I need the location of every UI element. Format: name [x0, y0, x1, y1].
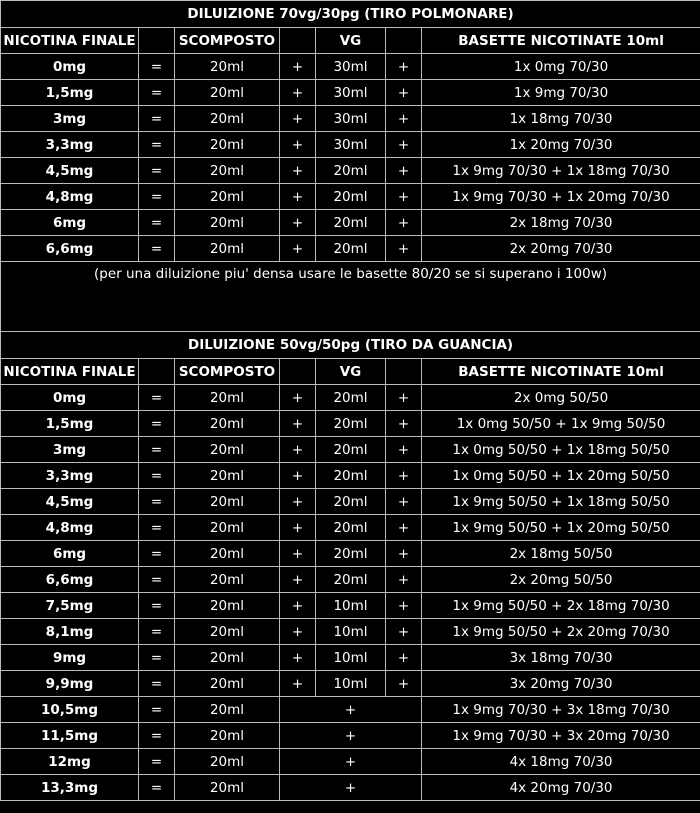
table-cell: 20ml [175, 593, 280, 619]
nicotine-cell: 4,5mg [1, 158, 139, 184]
table-cell: 30ml [316, 54, 386, 80]
note-row [1, 262, 700, 287]
table-cell: 20ml [175, 723, 280, 749]
table-cell: 20ml [175, 184, 280, 210]
table-cell: 30ml [316, 132, 386, 158]
table-cell: = [139, 385, 175, 411]
table-cell: = [139, 567, 175, 593]
table-cell: 2x 20mg 70/30 [422, 236, 700, 262]
nicotine-cell: 9mg [1, 645, 139, 671]
nicotine-cell: 9,9mg [1, 671, 139, 697]
table-cell: = [139, 158, 175, 184]
nicotine-cell: 6mg [1, 541, 139, 567]
table-cell: 1x 9mg 70/30 [422, 80, 700, 106]
table-cell: 1x 20mg 70/30 [422, 132, 700, 158]
table-cell: 20ml [175, 749, 280, 775]
table-cell: + [386, 385, 422, 411]
table-cell: = [139, 749, 175, 775]
table-cell: + [280, 411, 316, 437]
table-row [1, 106, 700, 132]
table-cell: 1x 9mg 50/50 + 1x 20mg 50/50 [422, 515, 700, 541]
nicotine-cell: 1,5mg [1, 80, 139, 106]
nicotine-cell: 10,5mg [1, 697, 139, 723]
table-row [1, 411, 700, 437]
table-row [1, 567, 700, 593]
header-cell: NICOTINA FINALE [1, 28, 139, 54]
table-cell: + [386, 80, 422, 106]
note-text: (per una diluizione piu' densa usare le basette 80/20 se si superano i 100w) [1, 262, 700, 287]
table-cell: 2x 18mg 70/30 [422, 210, 700, 236]
table-cell: = [139, 132, 175, 158]
table-row [1, 697, 700, 723]
header-cell: VG [316, 28, 386, 54]
table-cell: 20ml [175, 411, 280, 437]
table-cell: 4x 20mg 70/30 [422, 775, 700, 801]
table-cell: = [139, 54, 175, 80]
table-cell: + [280, 749, 422, 775]
table-cell: + [386, 106, 422, 132]
table-cell: 3x 18mg 70/30 [422, 645, 700, 671]
header-cell [386, 359, 422, 385]
table-cell: 20ml [175, 567, 280, 593]
header-cell: SCOMPOSTO [175, 28, 280, 54]
table2-title: DILUIZIONE 50vg/50pg (TIRO DA GUANCIA) [1, 332, 700, 359]
table-cell: 10ml [316, 645, 386, 671]
table-cell: + [386, 437, 422, 463]
table-cell: 20ml [175, 671, 280, 697]
table-cell: 20ml [175, 210, 280, 236]
table-row [1, 723, 700, 749]
table-cell: + [280, 106, 316, 132]
nicotine-cell: 7,5mg [1, 593, 139, 619]
table-cell: 1x 9mg 70/30 + 1x 20mg 70/30 [422, 184, 700, 210]
table-cell: + [386, 567, 422, 593]
table-row [1, 463, 700, 489]
table-cell: + [280, 210, 316, 236]
header-cell [139, 359, 175, 385]
table-cell: = [139, 645, 175, 671]
table-cell: 10ml [316, 671, 386, 697]
table-cell: + [280, 463, 316, 489]
table-cell: 20ml [316, 184, 386, 210]
nicotine-cell: 3mg [1, 437, 139, 463]
nicotine-cell: 3,3mg [1, 132, 139, 158]
table-cell: 20ml [175, 515, 280, 541]
table-cell: 20ml [175, 697, 280, 723]
table-cell: 10ml [316, 619, 386, 645]
table-cell: 20ml [175, 437, 280, 463]
table-cell: 1x 18mg 70/30 [422, 106, 700, 132]
table-cell: 30ml [316, 106, 386, 132]
table-cell: + [386, 515, 422, 541]
header-cell [386, 28, 422, 54]
table-cell: 1x 9mg 70/30 + 3x 20mg 70/30 [422, 723, 700, 749]
table-cell: + [386, 236, 422, 262]
nicotine-cell: 6,6mg [1, 567, 139, 593]
table-row [1, 236, 700, 262]
header-cell [139, 28, 175, 54]
table-cell: 20ml [316, 236, 386, 262]
table-title-row [1, 332, 700, 359]
table-cell: = [139, 541, 175, 567]
table-cell: 20ml [316, 210, 386, 236]
table-title-row [1, 1, 700, 28]
nicotine-cell: 4,5mg [1, 489, 139, 515]
table-cell: 20ml [316, 437, 386, 463]
table-row [1, 489, 700, 515]
spacer-cell [1, 286, 700, 332]
nicotine-cell: 11,5mg [1, 723, 139, 749]
nicotine-cell: 1,5mg [1, 411, 139, 437]
table-cell: 1x 9mg 50/50 + 2x 20mg 70/30 [422, 619, 700, 645]
table-cell: + [386, 463, 422, 489]
table-cell: 2x 20mg 50/50 [422, 567, 700, 593]
table-cell: 20ml [316, 515, 386, 541]
table-cell: 20ml [175, 54, 280, 80]
table-cell: 2x 0mg 50/50 [422, 385, 700, 411]
header-row [1, 28, 700, 54]
header-cell [280, 359, 316, 385]
table-cell: + [386, 619, 422, 645]
table-cell: + [280, 775, 422, 801]
nicotine-cell: 4,8mg [1, 515, 139, 541]
table-cell: 20ml [175, 80, 280, 106]
table-cell: = [139, 236, 175, 262]
table-cell: + [280, 158, 316, 184]
table-cell: 2x 18mg 50/50 [422, 541, 700, 567]
table-cell: + [386, 671, 422, 697]
table-cell: + [280, 515, 316, 541]
table-cell: 1x 9mg 70/30 + 1x 18mg 70/30 [422, 158, 700, 184]
table-row [1, 749, 700, 775]
table-cell: 1x 9mg 50/50 + 2x 18mg 70/30 [422, 593, 700, 619]
table-cell: 20ml [175, 132, 280, 158]
table-cell: + [280, 236, 316, 262]
table-cell: = [139, 184, 175, 210]
table-cell: = [139, 619, 175, 645]
header-cell: SCOMPOSTO [175, 359, 280, 385]
table-cell: = [139, 593, 175, 619]
table-cell: + [386, 210, 422, 236]
table-cell: + [280, 541, 316, 567]
table-cell: 20ml [175, 775, 280, 801]
table-row [1, 210, 700, 236]
table-row [1, 132, 700, 158]
table-cell: 20ml [175, 645, 280, 671]
table-cell: 20ml [175, 106, 280, 132]
table-row [1, 775, 700, 801]
table1-title: DILUIZIONE 70vg/30pg (TIRO POLMONARE) [1, 1, 700, 28]
table-cell: + [280, 437, 316, 463]
nicotine-cell: 3mg [1, 106, 139, 132]
table-cell: + [386, 489, 422, 515]
table-cell: + [386, 158, 422, 184]
nicotine-cell: 3,3mg [1, 463, 139, 489]
table-cell: + [280, 385, 316, 411]
table-row [1, 593, 700, 619]
table-cell: 20ml [316, 463, 386, 489]
table-cell: 1x 9mg 70/30 + 3x 18mg 70/30 [422, 697, 700, 723]
table-cell: 20ml [175, 463, 280, 489]
header-cell [280, 28, 316, 54]
table-cell: = [139, 80, 175, 106]
table-cell: + [280, 184, 316, 210]
table-cell: 20ml [175, 158, 280, 184]
table-cell: = [139, 697, 175, 723]
nicotine-cell: 8,1mg [1, 619, 139, 645]
table-row [1, 437, 700, 463]
table-cell: = [139, 106, 175, 132]
table-cell: 20ml [316, 541, 386, 567]
nicotine-cell: 0mg [1, 54, 139, 80]
table-cell: = [139, 723, 175, 749]
table-cell: 1x 9mg 50/50 + 1x 18mg 50/50 [422, 489, 700, 515]
table-cell: + [280, 80, 316, 106]
table-cell: 4x 18mg 70/30 [422, 749, 700, 775]
table-cell: 1x 0mg 50/50 + 1x 9mg 50/50 [422, 411, 700, 437]
table-cell: 10ml [316, 593, 386, 619]
table-cell: = [139, 489, 175, 515]
table-cell: 20ml [316, 385, 386, 411]
table-cell: + [386, 645, 422, 671]
table-cell: = [139, 775, 175, 801]
table-row [1, 158, 700, 184]
table-cell: + [280, 619, 316, 645]
table-cell: 20ml [316, 567, 386, 593]
table-cell: = [139, 411, 175, 437]
header-row [1, 359, 700, 385]
nicotine-cell: 6mg [1, 210, 139, 236]
header-cell: NICOTINA FINALE [1, 359, 139, 385]
table-cell: + [386, 132, 422, 158]
table-row [1, 385, 700, 411]
table-cell: + [386, 541, 422, 567]
table-body [1, 1, 700, 801]
header-cell: VG [316, 359, 386, 385]
table-cell: + [386, 54, 422, 80]
nicotine-cell: 6,6mg [1, 236, 139, 262]
table-cell: + [386, 411, 422, 437]
header-cell: BASETTE NICOTINATE 10ml [422, 28, 700, 54]
table-cell: = [139, 671, 175, 697]
table-cell: = [139, 515, 175, 541]
nicotine-cell: 4,8mg [1, 184, 139, 210]
table-cell: + [280, 671, 316, 697]
header-cell: BASETTE NICOTINATE 10ml [422, 359, 700, 385]
table-cell: 1x 0mg 70/30 [422, 54, 700, 80]
table-cell: 3x 20mg 70/30 [422, 671, 700, 697]
table-row [1, 541, 700, 567]
spacer-row [1, 286, 700, 332]
table-row [1, 184, 700, 210]
table-cell: 20ml [175, 489, 280, 515]
table-cell: 30ml [316, 80, 386, 106]
table-cell: + [386, 184, 422, 210]
table-cell: + [386, 593, 422, 619]
table-cell: 1x 0mg 50/50 + 1x 20mg 50/50 [422, 463, 700, 489]
table-row [1, 80, 700, 106]
table-cell: = [139, 463, 175, 489]
table-cell: + [280, 132, 316, 158]
table-row [1, 671, 700, 697]
table-row [1, 645, 700, 671]
table-row [1, 619, 700, 645]
nicotine-cell: 13,3mg [1, 775, 139, 801]
table-cell: + [280, 567, 316, 593]
table-cell: + [280, 489, 316, 515]
table-row [1, 515, 700, 541]
table-cell: 20ml [316, 158, 386, 184]
table-cell: + [280, 697, 422, 723]
table-cell: 20ml [316, 489, 386, 515]
table-cell: 20ml [175, 385, 280, 411]
nicotine-cell: 12mg [1, 749, 139, 775]
nicotine-cell: 0mg [1, 385, 139, 411]
table-cell: 20ml [175, 541, 280, 567]
table-cell: + [280, 723, 422, 749]
table-cell: 20ml [316, 411, 386, 437]
table-cell: + [280, 645, 316, 671]
table-cell: 1x 0mg 50/50 + 1x 18mg 50/50 [422, 437, 700, 463]
table-cell: 20ml [175, 619, 280, 645]
table-cell: + [280, 593, 316, 619]
table-row [1, 54, 700, 80]
table-cell: 20ml [175, 236, 280, 262]
table-cell: = [139, 437, 175, 463]
table-cell: + [280, 54, 316, 80]
table-cell: = [139, 210, 175, 236]
